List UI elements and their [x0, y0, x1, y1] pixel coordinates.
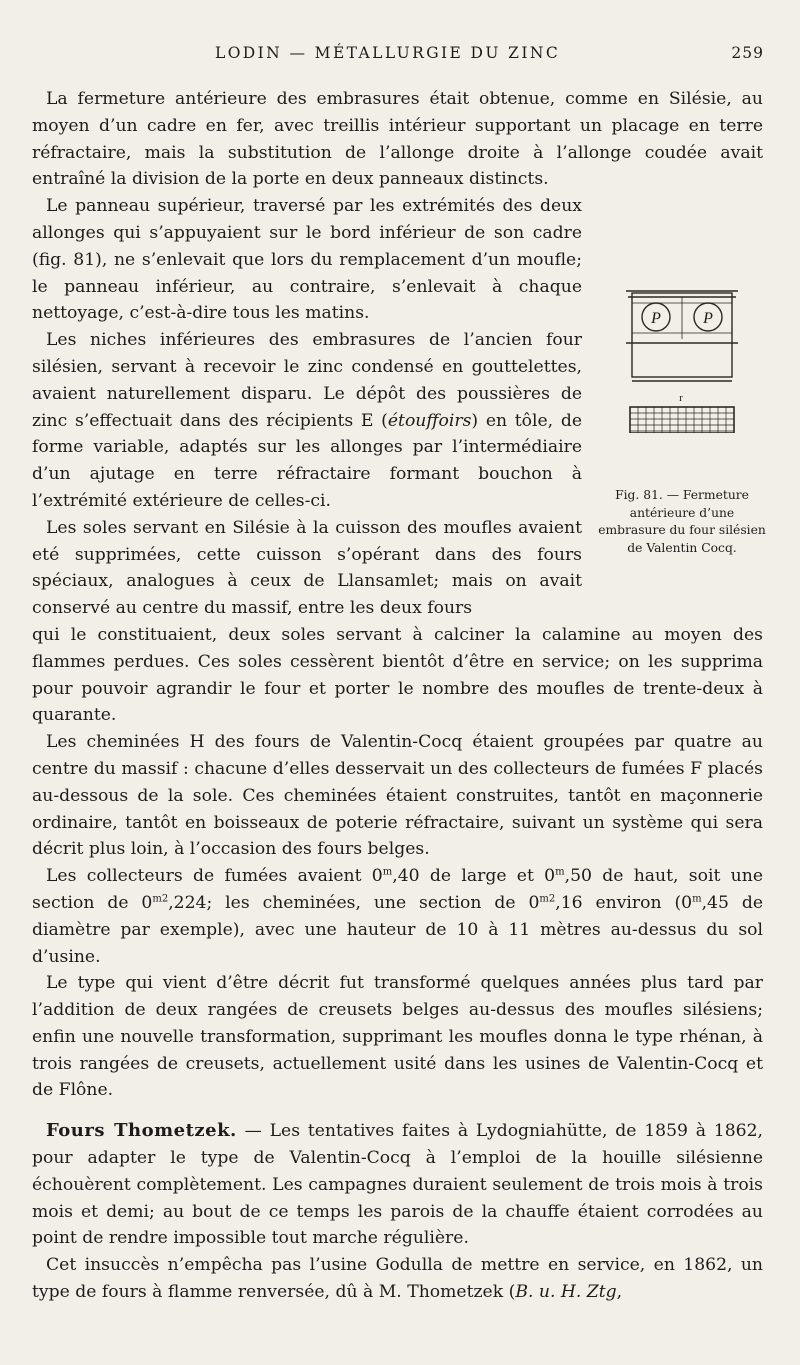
section-heading: Fours Thometzek. — [46, 1120, 237, 1142]
running-title: LODIN — MÉTALLURGIE DU ZINC — [215, 44, 561, 62]
body-text — [32, 86, 763, 1306]
paragraph: Les soles servant en Silésie à la cuisson des moufles avaient eté supprimées, cette cuisson s’opérant dans des fours spéciaux, analogues à ceux de Llansamlet; mais on avait conservé au centre du massif, entre les deux fours — [32, 517, 582, 619]
figure-label: P — [651, 310, 661, 327]
text-run: ,40 de large et 0 — [392, 866, 556, 887]
text-run: , — [616, 1282, 623, 1303]
italic-citation: B. u. H. Ztg — [515, 1282, 617, 1303]
italic-term: étouffoirs — [387, 410, 472, 431]
paragraph: Le type qui vient d’être décrit fut transformé quelques années plus tard par l’addition de deux rangées de creusets belges au-dessus des moufles silésiens; enfin une nouvelle transformation, supprimant les moufles donna le type rhénan, à trois rangées de creusets, actuellement usité dans les usines de Valentin-Cocq et de Flône. — [32, 973, 763, 1101]
paragraph: Les cheminées H des fours de Valentin-Cocq étaient groupées par quatre au centre du massif : chacune d’elles desservait un des collecteurs de fumées F placés au-dessous de la sole. Ces cheminées étaient construites, tantôt en maçonnerie ordinaire, tantôt en boisseaux de poterie réfractaire, suivant un système qui sera décrit plus loin, à l’occasion des fours belges. — [32, 732, 763, 860]
paragraph — [32, 1252, 763, 1306]
text-run: ,16 environ (0 — [555, 892, 693, 913]
paragraph: Le panneau supérieur, traversé par les extrémités des deux allonges qui s’appuyaient sur le bord inférieur de son cadre (fig. 81), ne s’enlevait que lors du remplacement d’un moufle; le panneau inférieur, au contraire, s’enlevait à chaque nettoyage, c’est-à-dire tous les matins. — [32, 196, 582, 324]
paragraph: La fermeture antérieure des embrasures était obtenue, comme en Silésie, au moyen d’un cadre en fer, avec treillis intérieur supportant un placage en terre réfractaire, mais la substitution de l’allonge droite à l’allonge coudée avait entraîné la division de la porte en deux panneaux distincts. — [32, 89, 763, 190]
text-run: ,224; les cheminées, une section de 0 — [168, 892, 540, 913]
figure-caption: Fig. 81. — Fermeture antérieure d’une embrasure du four silésien de Valentin Cocq. — [598, 488, 766, 555]
text-run: ,45 de diamètre par exemple), avec une hauteur de 10 à 11 mètres au-dessus du sol d’usine. — [32, 892, 764, 967]
unit-superscript: m2 — [152, 893, 169, 905]
figure-label: P — [703, 310, 713, 327]
unit-superscript: m — [555, 866, 565, 878]
unit-superscript: m2 — [539, 893, 556, 905]
embrasure-drawing — [626, 283, 738, 433]
text-run: ) en tôle, de forme variable, adaptés sur les allonges par l’intermédiaire d’un ajutage en terre réfractaire formant bouchon à l’extrémité extérieure de celles-ci. — [32, 410, 583, 511]
text-run: Les collecteurs de fumées avaient 0 — [46, 866, 383, 887]
running-header — [215, 44, 764, 62]
text-run: Cet insuccès n’empêcha pas l’usine Godulla de mettre en service, en 1862, un type de fours à flamme renversée, dû à M. Thometzek ( — [32, 1255, 763, 1303]
text-run: — Les tentatives faites à Lydogniahütte, de 1859 à 1862, pour adapter le type de Valentin-Cocq à l’emploi de la houille silésienne échouèrent complètement. Les campagnes duraient seulement de trois mois à trois mois et demi; au bout de ce temps les parois de la chauffe étaient corrodées au point de rendre impossible tout marche régulière. — [32, 1121, 764, 1249]
paragraph — [32, 327, 582, 515]
section-paragraph — [32, 1118, 763, 1252]
text-run: Les niches inférieures des embrasures de l’ancien four silésien, servant à recevoir le zinc condensé en gouttelettes, avaient naturellement disparu. Le dépôt des poussières de zinc s’effectuait dans des récipients E ( — [32, 330, 582, 431]
unit-superscript: m — [382, 866, 393, 878]
paragraph-continuation: qui le constituaient, deux soles servant à calciner la calamine au moyen des flammes perdues. Ces soles cessèrent bientôt d’être en service; on les supprima pour pouvoir agrandir le four et porter le nombre des moufles de trente-deux à quarante. — [32, 624, 763, 726]
unit-superscript: m — [692, 893, 702, 905]
figure-81 — [596, 283, 768, 557]
paragraph — [32, 863, 763, 970]
page-number: 259 — [731, 44, 764, 62]
text-run: ,50 de haut, soit une section de 0 — [32, 866, 763, 913]
figure-mark: r — [679, 392, 683, 404]
